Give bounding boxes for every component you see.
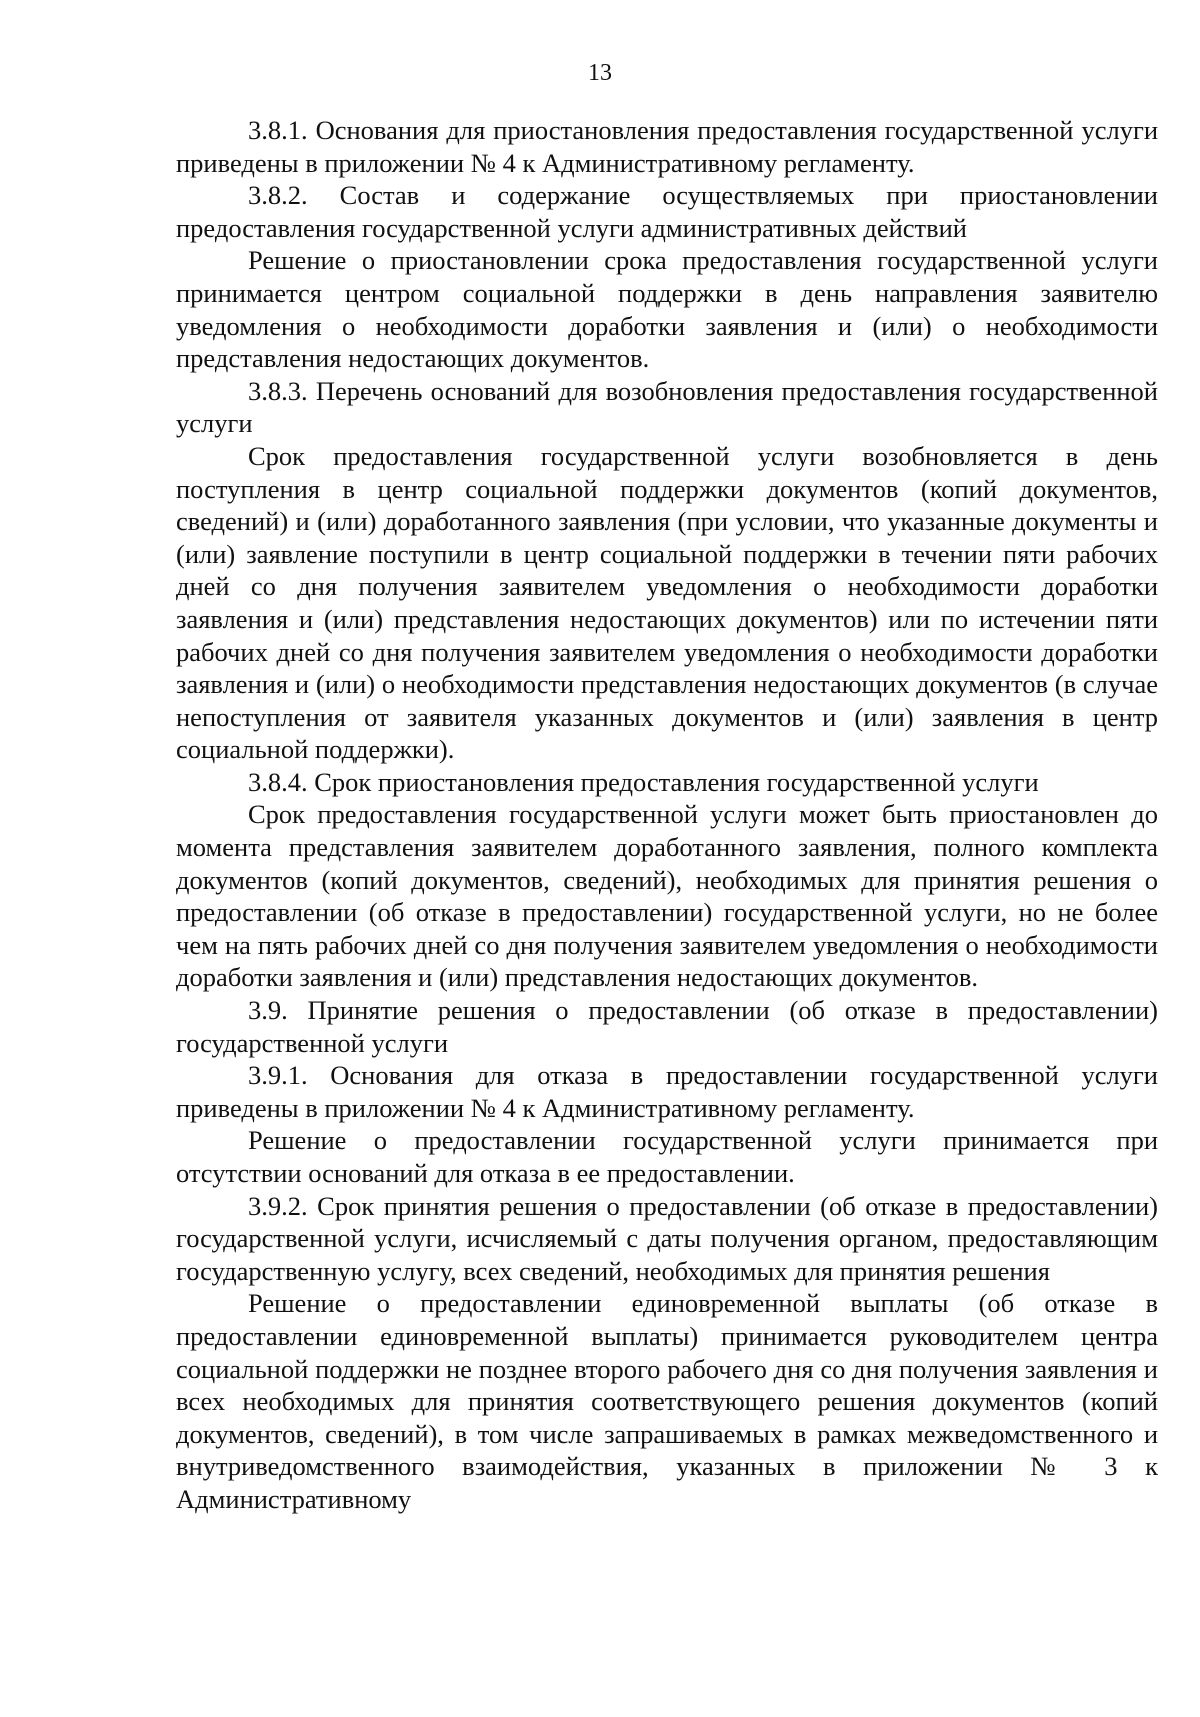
paragraph-3-8-1: 3.8.1. Основания для приостановления предоставления государственной услуги приведены в приложении № 4 к Административному регламенту. (176, 115, 1158, 178)
paragraph-grant-decision: Решение о предоставлении государственной услуги принимается при отсутствии оснований для отказа в ее предоставлении. (176, 1125, 1158, 1188)
paragraph-lump-sum-decision: Решение о предоставлении единовременной выплаты (об отказе в предоставлении единовременной выплаты) принимается руководителем центра социальной поддержки не позднее второго рабочего дня со дня получения заявления и всех необходимых для принятия соответствующего решения документов (копий документов, сведений), в том числе запрашиваемых в рамках межведомственного и внутриведомственного взаимодействия, указанных в приложении № 3 к Административному (176, 1288, 1158, 1514)
paragraph-suspension-term: Срок предоставления государственной услуги может быть приостановлен до момента представления заявителем доработанного заявления, полного комплекта документов (копий документов, сведений), необходимых для принятия решения о предоставлении (об отказе в предоставлении) государственной услуги, но не более чем на пять рабочих дней со дня получения заявителем уведомления о необходимости доработки заявления и (или) представления недостающих документов. (176, 799, 1158, 993)
paragraph-3-9: 3.9. Принятие решения о предоставлении (об отказе в предоставлении) государственной услуги (176, 995, 1158, 1058)
paragraph-3-8-4: 3.8.4. Срок приостановления предоставления государственной услуги (248, 766, 1039, 797)
paragraph-3-9-2: 3.9.2. Срок принятия решения о предоставлении (об отказе в предоставлении) государственной услуги, исчисляемый с даты получения органом, предоставляющим государственную услугу, всех сведений, необходимых для принятия решения (176, 1190, 1158, 1286)
page-number: 13 (588, 60, 612, 86)
paragraph-3-8-2: 3.8.2. Состав и содержание осуществляемых при приостановлении предоставления государственной услуги административных действий (176, 180, 1158, 243)
document-body (176, 114, 1158, 1516)
paragraph-suspension-decision: Решение о приостановлении срока предоставления государственной услуги принимается центром социальной поддержки в день направления заявителю уведомления о необходимости доработки заявления и (или) о необходимости представления недостающих документов. (176, 245, 1158, 374)
paragraph-resumption-term: Срок предоставления государственной услуги возобновляется в день поступления в центр социальной поддержки документов (копий документов, сведений) и (или) доработанного заявления (при условии, что указанные документы и (или) заявление поступили в центр социальной поддержки в течении пяти рабочих дней со дня получения заявителем уведомления о необходимости доработки заявления и (или) представления недостающих документов) или по истечении пяти рабочих дней со дня получения заявителем уведомления о необходимости доработки заявления и (или) о необходимости представления недостающих документов (в случае непоступления от заявителя указанных документов и (или) заявления в центр социальной поддержки). (176, 440, 1158, 765)
paragraph-3-9-1: 3.9.1. Основания для отказа в предоставлении государственной услуги приведены в приложении № 4 к Административному регламенту. (176, 1060, 1158, 1123)
paragraph-3-8-3: 3.8.3. Перечень оснований для возобновления предоставления государственной услуги (176, 375, 1158, 439)
